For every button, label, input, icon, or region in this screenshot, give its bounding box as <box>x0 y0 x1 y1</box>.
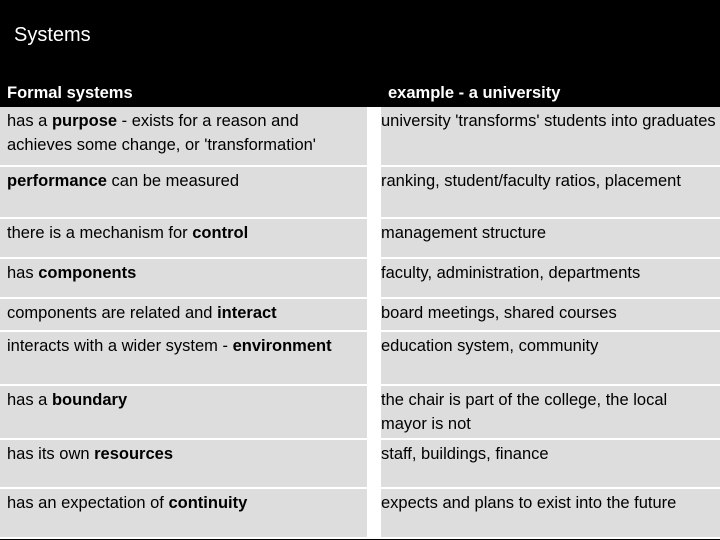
emphasis-text: components <box>38 264 137 282</box>
cell-text: interacts with a wider system - <box>7 337 233 355</box>
header-formal-systems: Formal systems <box>0 78 374 107</box>
cell-text: components are related and <box>7 304 218 322</box>
example-cell: faculty, administration, departments <box>374 259 720 299</box>
example-cell: university 'transforms' students into graduates <box>374 107 720 167</box>
formal-system-cell <box>0 489 374 539</box>
emphasis-text: environment <box>232 337 332 355</box>
example-cell: education system, community <box>374 332 720 386</box>
formal-system-cell <box>0 440 374 489</box>
example-cell: the chair is part of the college, the local mayor is not <box>374 386 720 440</box>
emphasis-text: performance <box>7 172 107 190</box>
emphasis-text: purpose <box>51 112 118 130</box>
cell-text: has a <box>7 391 52 409</box>
header-example: example - a university <box>374 78 720 107</box>
cell-text: has <box>7 264 39 282</box>
formal-system-cell <box>0 167 374 219</box>
table-row <box>0 489 720 539</box>
cell-text: - exists for a reason and achieves some change, or 'transformation' <box>7 112 316 154</box>
cell-text: has its own <box>7 445 95 463</box>
emphasis-text: boundary <box>51 391 128 409</box>
table-row <box>0 259 720 299</box>
slide-title: Systems <box>14 24 91 46</box>
cell-text: has a <box>7 112 52 130</box>
formal-system-cell <box>0 299 374 332</box>
example-cell: staff, buildings, finance <box>374 440 720 489</box>
formal-system-cell <box>0 332 374 386</box>
formal-system-cell <box>0 107 374 167</box>
table-row <box>0 219 720 259</box>
table-row <box>0 386 720 440</box>
example-cell: expects and plans to exist into the future <box>374 489 720 539</box>
example-cell: ranking, student/faculty ratios, placement <box>374 167 720 219</box>
cell-text: can be measured <box>106 172 240 190</box>
table-row <box>0 107 720 167</box>
formal-system-cell <box>0 219 374 259</box>
table-row <box>0 332 720 386</box>
cell-text: has an expectation of <box>7 494 169 512</box>
emphasis-text: interact <box>217 304 277 322</box>
cell-text: there is a mechanism for <box>7 224 193 242</box>
example-cell: management structure <box>374 219 720 259</box>
table-row <box>0 167 720 219</box>
table-row <box>0 440 720 489</box>
emphasis-text: continuity <box>168 494 248 512</box>
table-header-row <box>0 78 720 107</box>
emphasis-text: control <box>192 224 249 242</box>
example-cell: board meetings, shared courses <box>374 299 720 332</box>
emphasis-text: resources <box>94 445 174 463</box>
formal-system-cell <box>0 259 374 299</box>
formal-system-cell <box>0 386 374 440</box>
systems-table <box>0 78 720 539</box>
table-row <box>0 299 720 332</box>
